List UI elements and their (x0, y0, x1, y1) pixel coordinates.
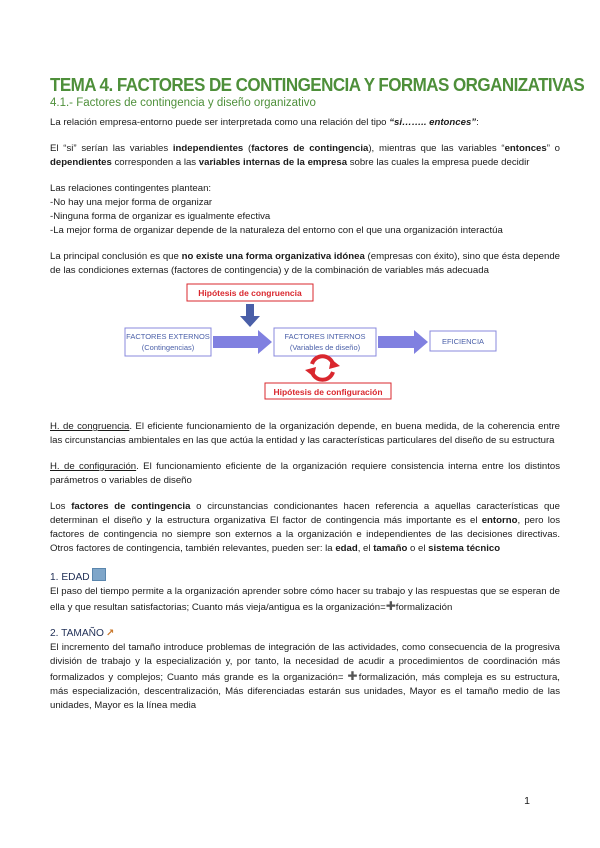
right-arrow-1 (213, 330, 272, 354)
page-title: TEMA 4. FACTORES DE CONTINGENCIA Y FORMAS ORGANIZATIVAS (50, 74, 585, 95)
hyp-congruence-label: Hipótesis de congruencia (198, 288, 302, 298)
intro-paragraph (50, 116, 560, 130)
page-number: 1 (524, 795, 530, 807)
relations-item: -Ninguna forma de organizar es igualmente efectiva (50, 211, 271, 222)
intro-colon: : (476, 117, 479, 128)
document-page (50, 74, 585, 713)
efficiency-label: EFICIENCIA (441, 337, 485, 346)
down-arrow (240, 304, 260, 327)
relations-heading: Las relaciones contingentes plantean: (50, 183, 212, 194)
hyp-config-label: Hipótesis de configuración (273, 387, 383, 397)
conclusion-paragraph: La principal conclusión es que no existe una forma organizativa idónea (empresas con éxito), sino que ésta depende de las condiciones externas (factores de contingencia) y de la combinación de variables más adecuada (50, 251, 560, 276)
tamano-paragraph: El incremento del tamaño introduce problemas de integración de las actividades, como consecuencia de la progresiva división de trabajo y la especialización y, por tanto, la necesidad de acudir a procedimientos de coordinación más formalizados y complejos; Cuanto más grande es la organización= ✚formalización, más compleja es su estructura, más especialización, descentralización, Más diferenciadas estarán sus unidades, Mayor es el tamaño medio de las unidades, Mayor es la línea media (50, 642, 560, 711)
internal-factors-title: FACTORES INTERNOS (284, 332, 366, 341)
relations-item: -No hay una mejor forma de organizar (50, 197, 213, 208)
internal-factors-sub: (Variables de diseño) (289, 343, 361, 352)
intro-text: La relación empresa-entorno puede ser interpretada como una relación del tipo (50, 117, 390, 128)
factors-paragraph: Los factores de contingencia o circunstancias condicionantes hacen referencia a aquellas características que determinan el diseño y la estructura organizativa El factor de contingencia más importante es el entorno, pero los factores de contingencia no siempre son externos a la organización e independientes de las decisiones directivas. Otros factores de contingencia, también relevantes, pueden ser: la edad, el tamaño o el sistema técnico (50, 501, 560, 554)
right-arrow-2 (378, 330, 428, 354)
h-config-paragraph: H. de configuración. El funcionamiento eficiente de la organización requiere consistencia interna entre los distintos parámetros o variables de diseño (50, 461, 561, 486)
abacus-icon (92, 568, 106, 581)
intro-emphasis: “si…….. entonces” (389, 117, 477, 128)
section-subtitle: 4.1.- Factores de contingencia y diseño organizativo (50, 97, 316, 109)
growth-icon: ↗ (105, 628, 115, 639)
diagram-svg (50, 280, 560, 400)
tamano-heading: 2. TAMAÑO ↗ (50, 628, 115, 639)
h-congruence-paragraph: H. de congruencia. El eficiente funcionamiento de la organización depende, en buena medida, de la coherencia entre las circunstancias ambientales en las que actúa la entidad y las características particulares del diseño de su estructura (50, 421, 560, 446)
external-factors-title: FACTORES EXTERNOS (126, 332, 210, 341)
cycle-arrow-bottom (312, 372, 333, 380)
edad-heading: 1. EDAD (50, 568, 560, 585)
cycle-arrow-top (312, 356, 333, 364)
external-factors-sub: (Contingencias) (141, 343, 195, 352)
plus-icon: ✚ (347, 669, 359, 683)
relations-item: -La mejor forma de organizar depende de la naturaleza del entorno con el que una organización interactúa (50, 225, 503, 236)
h-config-label: H. de configuración (50, 461, 137, 472)
h-congruence-label: H. de congruencia (50, 421, 130, 432)
edad-paragraph: El paso del tiempo permite a la organización aprender sobre cómo hacer su trabajo y las respuestas que se esperan de ella y que resultan satisfactorias; Cuanto más vieja/antigua es la organización=✚formalización (50, 586, 560, 613)
plus-icon: ✚ (385, 599, 396, 613)
contingency-diagram (50, 280, 560, 400)
si-paragraph: El “si” serían las variables independientes (factores de contingencia), mientras que las variables “entonces” o dependientes corresponden a las variables internas de la empresa sobre las cuales la empresa puede decidir (50, 143, 560, 168)
